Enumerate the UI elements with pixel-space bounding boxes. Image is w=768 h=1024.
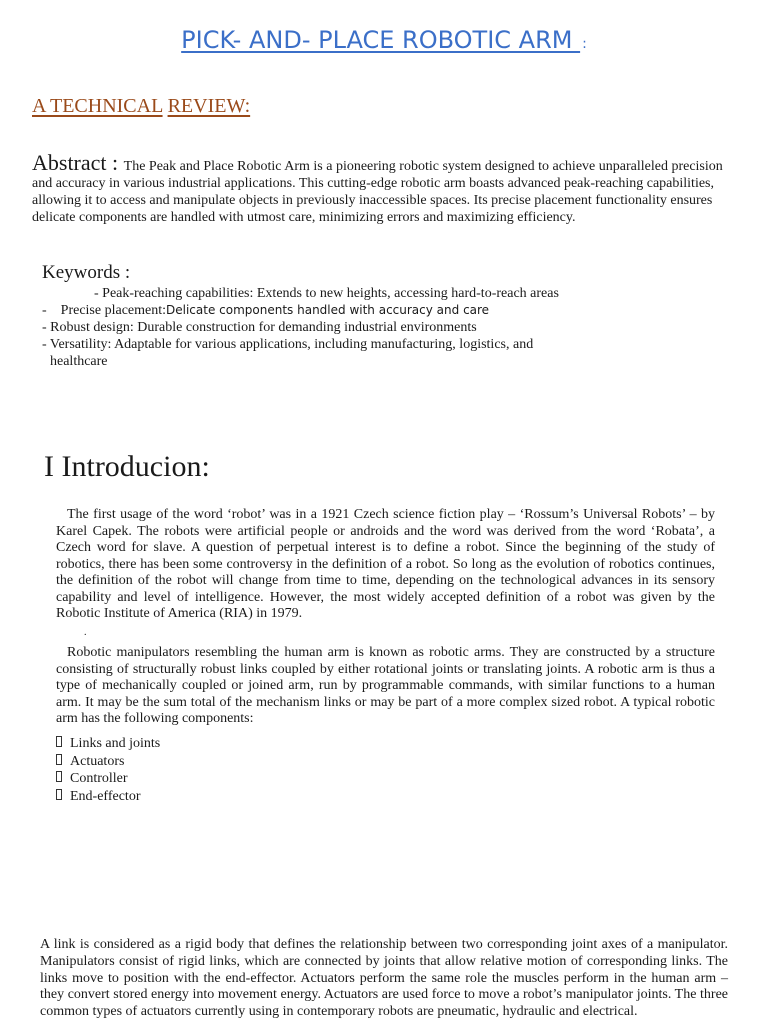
keywords-heading: Keywords : <box>42 262 131 283</box>
stray-dot: . <box>84 627 87 638</box>
keyword-item-2 <box>42 302 489 319</box>
section-heading-introduction: I Introducion: <box>44 450 210 483</box>
list-item-label: Actuators <box>70 753 125 769</box>
intro-paragraph-1: The first usage of the word ‘robot’ was in a 1921 Czech science fiction play – ‘Rossum’s Universal Robots’ – by Karel Capek. The robots were artificial people or androids and the word was derived from the word ‘Robata’, a Czech word for slave. A question of perpetual interest is to define a robot. Since the beginning of the study of robotics, there has been some controversy in the definition of a robot. So long as the evolution of robotics continues, the definition of the robot will change from time to time, depending on the technological advances in its sensory capability and level of intelligence. However, the most widely accepted definition of a robot was given by the Robotic Institute of America (RIA) in 1979. <box>56 507 715 621</box>
keyword-item-1: - Peak-reaching capabilities: Extends to new heights, accessing hard-to-reach areas <box>94 286 559 301</box>
abstract-section <box>32 150 728 226</box>
subtitle-part-1: A TECHNICAL <box>32 95 163 117</box>
list-item <box>56 788 160 806</box>
keyword-item-4-continued: healthcare <box>50 354 108 369</box>
subtitle-part-2: REVIEW: <box>167 95 251 117</box>
abstract-body: The Peak and Place Robotic Arm is a pioneering robotic system designed to achieve unparalleled precision and accuracy in various industrial applications. This cutting-edge robotic arm boasts advanced peak-reaching capabilities, allowing it to access and manipulate objects in previously inaccessible spaces. Its precise placement functionality ensures delicate components are handled with utmost care, minimizing errors and maximizing efficiency. <box>32 159 723 225</box>
document-title <box>0 26 768 54</box>
list-item-label: Controller <box>70 771 128 786</box>
keyword-item-4: - Versatility: Adaptable for various applications, including manufacturing, logistics, and <box>42 337 534 352</box>
bullet-box-icon <box>56 771 62 782</box>
list-item <box>56 735 160 753</box>
title-colon: : <box>582 36 587 52</box>
keyword-item-2-rest: Delicate components handled with accuracy and care <box>166 303 490 317</box>
keyword-item-3: - Robust design: Durable construction for demanding industrial environments <box>42 320 477 335</box>
title-text: PICK- AND- PLACE ROBOTIC ARM <box>181 26 581 54</box>
list-item <box>56 770 160 788</box>
keyword-item-2-prefix: - Precise placement: <box>42 303 167 318</box>
abstract-label: Abstract : <box>32 150 124 175</box>
list-item-label: End-effector <box>70 788 141 804</box>
list-item <box>56 753 160 771</box>
bullet-box-icon <box>56 789 62 800</box>
bullet-box-icon <box>56 754 62 765</box>
intro-paragraph-3: A link is considered as a rigid body that defines the relationship between two corresponding joint axes of a manipulator. Manipulators consist of rigid links, which are connected by joints that allow relative motion of corresponding links. The links move to position with the end-effector. Actuators perform the same role the muscles perform in the human arm – they convert stored energy into movement energy. Actuators are used force to move a robot’s manipulator joints. The three common types of actuators currently using in contemporary robots are pneumatic, hydraulic and electrical. <box>40 937 728 1020</box>
components-list <box>56 735 160 805</box>
bullet-box-icon <box>56 736 62 747</box>
document-subtitle <box>32 95 250 118</box>
list-item-label: Links and joints <box>70 736 161 751</box>
intro-paragraph-2: Robotic manipulators resembling the human arm is known as robotic arms. They are constructed by a structure consisting of structurally robust links coupled by either rotational joints or translating joints. A robotic arm is thus a type of mechanically coupled or joined arm, run by programmable commands, with similar functions to a human arm. It may be the sum total of the mechanism links or may be part of a more complex sized robot. A typical robotic arm has the following components: <box>56 645 715 726</box>
